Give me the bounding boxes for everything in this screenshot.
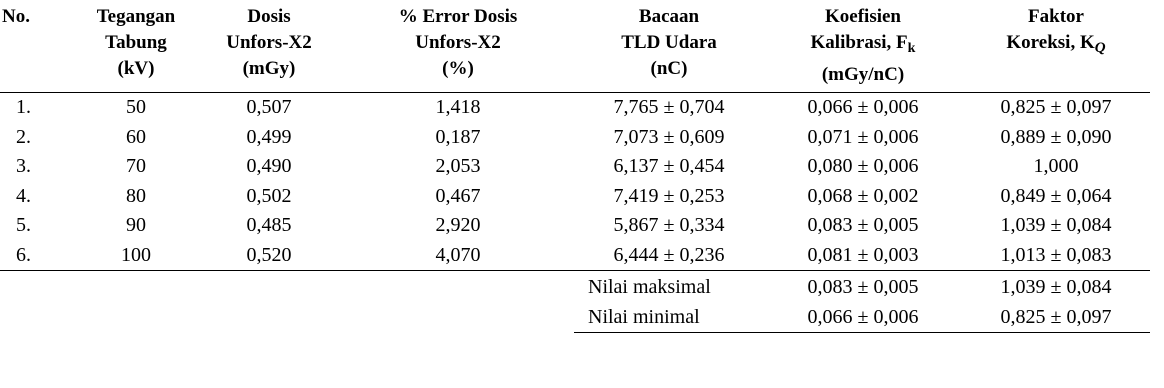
header-faktor: Faktor Koreksi, $K_Q$ (962, 4, 1150, 93)
table-row: 2. 60 0,499 0,187 7,073 ± 0,609 0,071 ± 0,006 0,889 ± 0,090 (16, 125, 1112, 148)
table-row: 6. 100 0,520 4,070 6,444 ± 0,236 0,081 ± 0,003 1,013 ± 0,083 (0, 241, 1150, 271)
summary-label: Nilai minimal (574, 303, 764, 333)
table-row: 4. 80 0,502 0,467 7,419 ± 0,253 0,068 ± 0,002 0,849 ± 0,064 (16, 184, 1112, 207)
header-dosis: Dosis Unfors-X2 (mGy) (196, 4, 342, 93)
summary-label: Nilai maksimal (588, 276, 711, 298)
table-row: 3. 70 0,490 2,053 6,137 ± 0,454 0,080 ± 0,006 1,000 (16, 155, 1079, 177)
calibration-table (0, 4, 1150, 333)
header-koefisien: Koefisien Kalibrasi, $F_k$ (mGy/nC) (764, 4, 962, 93)
header-tegangan: Tegangan Tabung (kV) (76, 4, 196, 93)
header-faktor-line2: Koreksi, $K_Q$ (1006, 32, 1106, 56)
header-no: No. (0, 4, 76, 93)
header-bacaan: Bacaan TLD Udara (nC) (574, 4, 764, 93)
table-row: 5. 90 0,485 2,920 5,867 ± 0,334 0,083 ± 0,005 1,039 ± 0,084 (16, 214, 1112, 236)
summary-row-min: Nilai minimal 0,066 ± 0,006 0,825 ± 0,097 (0, 303, 1150, 333)
table-row: 1. 50 0,507 1,418 7,765 ± 0,704 0,066 ± 0,006 0,825 ± 0,097 (16, 96, 1112, 118)
summary-spacer (0, 271, 574, 303)
summary-spacer (0, 303, 574, 333)
header-koefisien-line2: Kalibrasi, $F_k$ (810, 32, 916, 56)
summary-row-max: Nilai maksimal 0,083 ± 0,005 1,039 ± 0,084 (0, 271, 1150, 303)
header-error: % Error Dosis Unfors-X2 (%) (342, 4, 574, 93)
header-row (0, 4, 1150, 93)
